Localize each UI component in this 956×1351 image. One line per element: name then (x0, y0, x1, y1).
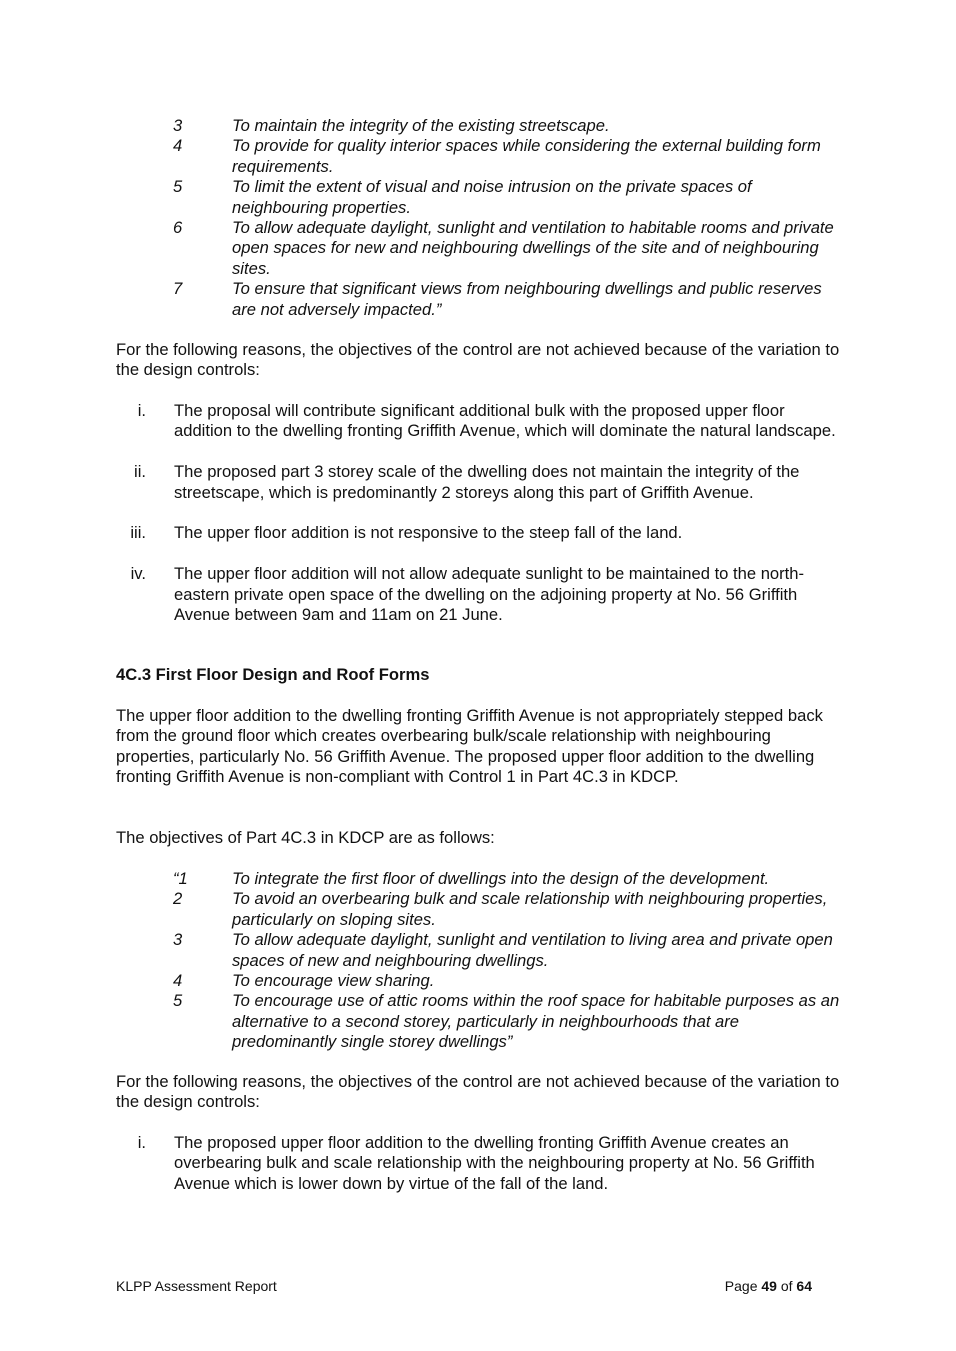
item-text: To encourage use of attic rooms within the roof space for habitable purposes as an alternative to a second storey, particularly in neighbourhoods that are predominantly single storey dwellings” (232, 991, 840, 1052)
item-number: 5 (173, 177, 183, 197)
list-item (173, 889, 843, 930)
item-text: The proposal will contribute significant additional bulk with the proposed upper floor addition to the dwelling fronting Griffith Avenue, which will dominate the natural landscape. (174, 401, 836, 441)
item-number: 5 (173, 991, 183, 1011)
objectives-list-a (173, 116, 843, 320)
item-number: 7 (173, 279, 183, 299)
page-current: 49 (761, 1278, 777, 1294)
item-text: The proposed upper floor addition to the dwelling fronting Griffith Avenue creates an overbearing bulk and scale relationship with the neighbouring property at No. 56 Griffith Avenue which is lower down by virtue of the fall of the land. (174, 1133, 815, 1193)
list-item (173, 116, 843, 136)
objectives-intro-paragraph: The objectives of Part 4C.3 in KDCP are as follows: (116, 828, 495, 847)
item-text: To maintain the integrity of the existing streetscape. (232, 116, 610, 135)
item-text: To allow adequate daylight, sunlight and ventilation to living area and private open spaces of new and neighbouring dwellings. (232, 930, 833, 970)
item-number: “1 (173, 869, 188, 888)
item-number: iv. (130, 564, 146, 584)
page-word: Page (724, 1278, 758, 1294)
of-word: of (780, 1278, 793, 1294)
list-item (116, 401, 846, 442)
item-text: To limit the extent of visual and noise intrusion on the private spaces of neighbouring properties. (232, 177, 752, 217)
item-number: 3 (173, 930, 183, 950)
footer-report-name: KLPP Assessment Report (116, 1278, 277, 1294)
page-total: 64 (796, 1278, 812, 1294)
reasons-intro-paragraph: For the following reasons, the objectives of the control are not achieved because of the variation to the design controls: (116, 340, 840, 380)
reasons-list-b (116, 1133, 846, 1194)
objectives-list-b (173, 869, 843, 1053)
item-text: The upper floor addition is not responsive to the steep fall of the land. (174, 523, 683, 543)
item-text: The proposed part 3 storey scale of the dwelling does not maintain the integrity of the streetscape, which is predominantly 2 storeys along this part of Griffith Avenue. (174, 462, 800, 502)
item-number: 4 (173, 136, 183, 156)
list-item (173, 869, 843, 889)
item-text: To allow adequate daylight, sunlight and ventilation to habitable rooms and private open spaces for new and neighbouring dwellings of the site and of neighbouring sites. (232, 218, 834, 278)
item-text: To provide for quality interior spaces while considering the external building form requirements. (232, 136, 821, 176)
list-item (116, 1133, 846, 1194)
item-text: The upper floor addition will not allow adequate sunlight to be maintained to the north-eastern private open space of the dwelling on the adjoining property at No. 56 Griffith Avenue between 9am and 11am on 21 June. (174, 564, 805, 625)
item-number: ii. (134, 462, 146, 482)
item-text: To ensure that significant views from neighbouring dwellings and public reserves are not adversely impacted.” (232, 279, 822, 319)
item-text: To encourage view sharing. (232, 971, 435, 991)
reasons-intro-paragraph: For the following reasons, the objectives of the control are not achieved because of the variation to the design controls: (116, 1072, 840, 1112)
item-text: To avoid an overbearing bulk and scale relationship with neighbouring properties, particularly on sloping sites. (232, 889, 828, 929)
list-item (173, 177, 843, 218)
section-heading: 4C.3 First Floor Design and Roof Forms (116, 665, 430, 684)
section-paragraph: The upper floor addition to the dwelling fronting Griffith Avenue is not appropriately stepped back from the ground floor which creates overbearing bulk/scale relationship with neighbouring properties, particularly No. 56 Griffith Avenue. The proposed upper floor addition to the dwelling fronting Griffith Avenue is non-compliant with Control 1 in Part 4C.3 in KDCP. (116, 706, 823, 787)
item-number: i. (137, 1133, 146, 1152)
item-number: 3 (173, 116, 183, 135)
item-text: To integrate the first floor of dwellings into the design of the development. (232, 869, 770, 888)
list-item (173, 136, 843, 177)
list-item (173, 279, 843, 320)
list-item (173, 218, 843, 279)
item-number: 6 (173, 218, 183, 238)
item-number: 4 (173, 971, 183, 991)
list-item (173, 930, 843, 971)
list-item (173, 991, 843, 1052)
reasons-list-a (116, 401, 846, 625)
footer-page-number (725, 1277, 812, 1295)
item-number: i. (137, 401, 146, 420)
list-item (116, 564, 846, 625)
list-item (116, 462, 846, 503)
list-item (173, 971, 843, 991)
item-number: 2 (173, 889, 183, 909)
item-number: iii. (130, 523, 146, 543)
list-item (116, 523, 846, 543)
